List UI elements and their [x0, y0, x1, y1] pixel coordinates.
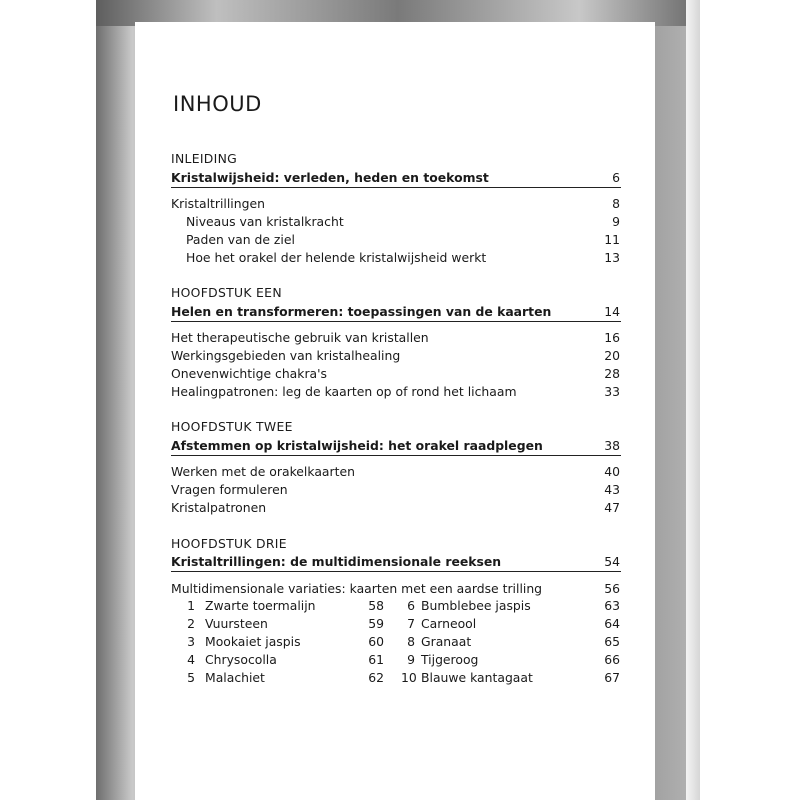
section-subtitle-intro: Kristalwijsheid: verleden, heden en toekomst 6	[171, 170, 620, 185]
toc-entry: Werkingsgebieden van kristalhealing 20	[171, 348, 620, 363]
section-heading-chapter2: HOOFDSTUK TWEE	[171, 419, 293, 434]
toc-entry: Multidimensionale variaties: kaarten met een aardse trilling 56	[171, 581, 620, 596]
section-heading-chapter3: HOOFDSTUK DRIE	[171, 536, 287, 551]
toc-entry: Kristalpatronen 47	[171, 500, 620, 515]
toc-entry: Healingpatronen: leg de kaarten op of rond het lichaam 33	[171, 384, 620, 399]
section-rule	[171, 571, 621, 572]
toc-entry: Vragen formuleren 43	[171, 482, 620, 497]
page-title: INHOUD	[173, 92, 262, 116]
toc-entry: Niveaus van kristalkracht 9	[186, 214, 620, 229]
section-subtitle-chapter1: Helen en transformeren: toepassingen van de kaarten 14	[171, 304, 620, 319]
section-rule	[171, 187, 621, 188]
section-heading-intro: INLEIDING	[171, 151, 238, 166]
toc-entry: Hoe het orakel der helende kristalwijsheid werkt 13	[186, 250, 620, 265]
toc-entry: Paden van de ziel 11	[186, 232, 620, 247]
toc-entry: Kristaltrillingen 8	[171, 196, 620, 211]
section-rule	[171, 321, 621, 322]
section-rule	[171, 455, 621, 456]
toc-entry: Werken met de orakelkaarten 40	[171, 464, 620, 479]
toc-entry: Het therapeutische gebruik van kristallen 16	[171, 330, 620, 345]
toc-entry: Onevenwichtige chakra's 28	[171, 366, 620, 381]
section-subtitle-chapter2: Afstemmen op kristalwijsheid: het orakel raadplegen 38	[171, 438, 620, 453]
section-subtitle-chapter3: Kristaltrillingen: de multidimensionale reeksen 54	[171, 554, 620, 569]
section-heading-chapter1: HOOFDSTUK EEN	[171, 285, 282, 300]
